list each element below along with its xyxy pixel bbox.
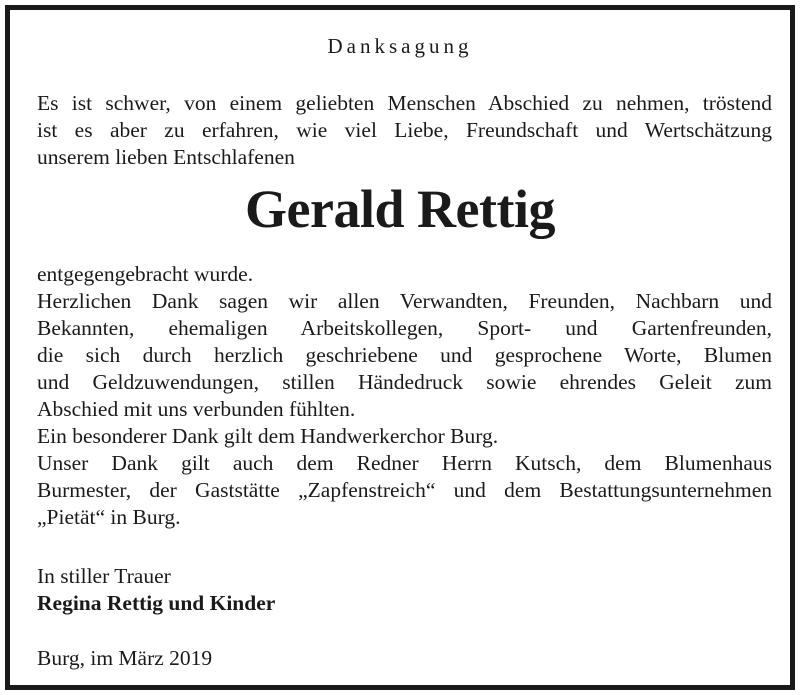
notice-heading: Danksagung xyxy=(327,34,473,58)
body-line: Abschied mit uns verbunden fühlten. xyxy=(37,397,356,421)
body-line: Burmester, der Gaststätte „Zapfenstreich“ und dem Bestattungsunternehmen xyxy=(37,478,772,502)
body-line: Herzlichen Dank sagen wir allen Verwandten, Freunden, Nachbarn und xyxy=(37,289,772,313)
obituary-notice xyxy=(5,5,795,690)
body-line: Ein besonderer Dank gilt dem Handwerkerchor Burg. xyxy=(37,424,499,448)
place-date: Burg, im März 2019 xyxy=(37,646,213,670)
signature-name: Regina Rettig und Kinder xyxy=(37,591,276,615)
intro-line: unserem lieben Entschlafenen xyxy=(37,145,295,169)
body-line: und Geldzuwendungen, stillen Händedruck sowie ehrendes Geleit zum xyxy=(37,370,772,394)
deceased-name: Gerald Rettig xyxy=(245,179,555,239)
body-line: Bekannten, ehemaligen Arbeitskollegen, Sport- und Gartenfreunden, xyxy=(37,316,772,340)
body-line: „Pietät“ in Burg. xyxy=(37,505,181,529)
body-line: Unser Dank gilt auch dem Redner Herrn Kutsch, dem Blumenhaus xyxy=(37,451,772,475)
intro-line: ist es aber zu erfahren, wie viel Liebe, Freundschaft und Wertschätzung xyxy=(37,118,772,142)
intro-line: Es ist schwer, von einem geliebten Menschen Abschied zu nehmen, tröstend xyxy=(37,91,772,115)
thanks-paragraph xyxy=(37,261,772,531)
signature-intro: In stiller Trauer xyxy=(37,564,171,588)
body-line: die sich durch herzlich geschriebene und gesprochene Worte, Blumen xyxy=(37,343,772,367)
body-line: entgegengebracht wurde. xyxy=(37,262,254,286)
intro-paragraph xyxy=(37,90,772,171)
